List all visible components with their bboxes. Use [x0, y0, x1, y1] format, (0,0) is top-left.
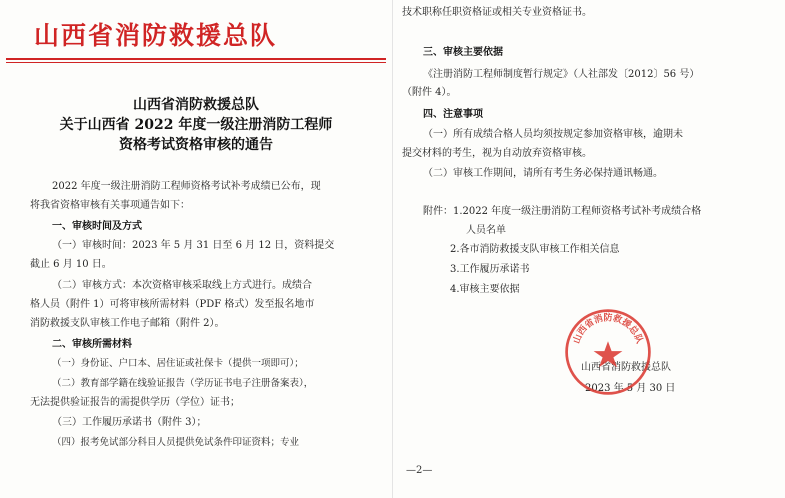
section2-item1: （一）身份证、户口本、居住证或社保卡（提供一项即可）； [52, 358, 304, 369]
continued-line: 技术职称任职资格证或相关专业资格证书。 [402, 7, 592, 18]
section4-item2: （二）审核工作期间，请所有考生务必保持通讯畅通。 [423, 168, 663, 179]
letterhead-rule-thin [6, 62, 386, 63]
attachment-2: 2.各市消防救援支队审核工作相关信息 [450, 244, 620, 255]
section2-item2-line2: 无法提供验证报告的需提供学历（学位）证书； [30, 397, 240, 408]
section2-heading: 二、审核所需材料 [52, 339, 132, 350]
section4-item1-line1: （一）所有成绩合格人员均须按规定参加资格审核，逾期未 [423, 129, 683, 140]
section1-item2-line2: 格人员（附件 1）可将审核所需材料（PDF 格式）发至报名地市 [30, 299, 315, 310]
right-page [393, 0, 785, 498]
page-number: —2— [406, 465, 433, 476]
seal-text: 山西省消防救援总队 [572, 313, 644, 346]
attachment-1-line1: 附件：1.2022 年度一级注册消防工程师资格考试补考成绩合格 [423, 206, 702, 217]
section2-item2-line1: （二）教育部学籍在线验证报告（学历证书电子注册备案表）， [52, 378, 314, 389]
attachment-3: 3.工作履历承诺书 [450, 264, 530, 275]
left-page [0, 0, 392, 498]
section1-item1-line2: 截止 6 月 10 日。 [30, 259, 112, 270]
doc-title-line-1: 山西省消防救援总队 [133, 97, 259, 113]
signature-date: 2023 年 5 月 30 日 [585, 383, 676, 394]
letterhead-rule [6, 58, 386, 60]
section3-heading: 三、审核主要依据 [423, 47, 503, 58]
doc-title-line-3: 资格考试资格审核的通告 [119, 137, 273, 153]
attachment-1-line2: 人员名单 [466, 225, 506, 236]
seal-star-icon [594, 341, 623, 367]
section2-item3: （三）工作履历承诺书（附件 3）； [52, 417, 207, 428]
section4-item1-line2: 提交材料的考生，视为自动放弃资格审核。 [402, 148, 592, 159]
doc-title-line-2: 关于山西省 2022 年度一级注册消防工程师 [59, 117, 333, 133]
section4-heading: 四、注意事项 [423, 109, 483, 120]
intro-line-1: 2022 年度一级注册消防工程师资格考试补考成绩已公布，现 [52, 181, 321, 192]
letterhead-title: 山西省消防救援总队 [34, 21, 278, 50]
section1-heading: 一、审核时间及方式 [52, 221, 142, 232]
section3-text-line1: 《注册消防工程师制度暂行规定》（人社部发〔2012〕56 号） [423, 69, 700, 80]
intro-line-2: 将我省资格审核有关事项通告如下： [30, 200, 190, 211]
section1-item1-line1: （一）审核时间：2023 年 5 月 31 日至 6 月 12 日，资料提交 [52, 240, 335, 251]
svg-text:山西省消防救援总队 [570, 311, 646, 345]
signature-org: 山西省消防救援总队 [581, 362, 671, 373]
section2-item4: （四）报考免试部分科目人员提供免试条件印证资料；专业 [52, 437, 300, 448]
attachment-4: 4.审核主要依据 [450, 284, 520, 295]
section1-item2-line3: 消防救援支队审核工作电子邮箱（附件 2）。 [30, 318, 225, 329]
official-seal-stamp [563, 307, 653, 397]
section1-item2-line1: （二）审核方式：本次资格审核采取线上方式进行。成绩合 [52, 280, 312, 291]
section3-text-line2: （附件 4）。 [402, 87, 457, 98]
